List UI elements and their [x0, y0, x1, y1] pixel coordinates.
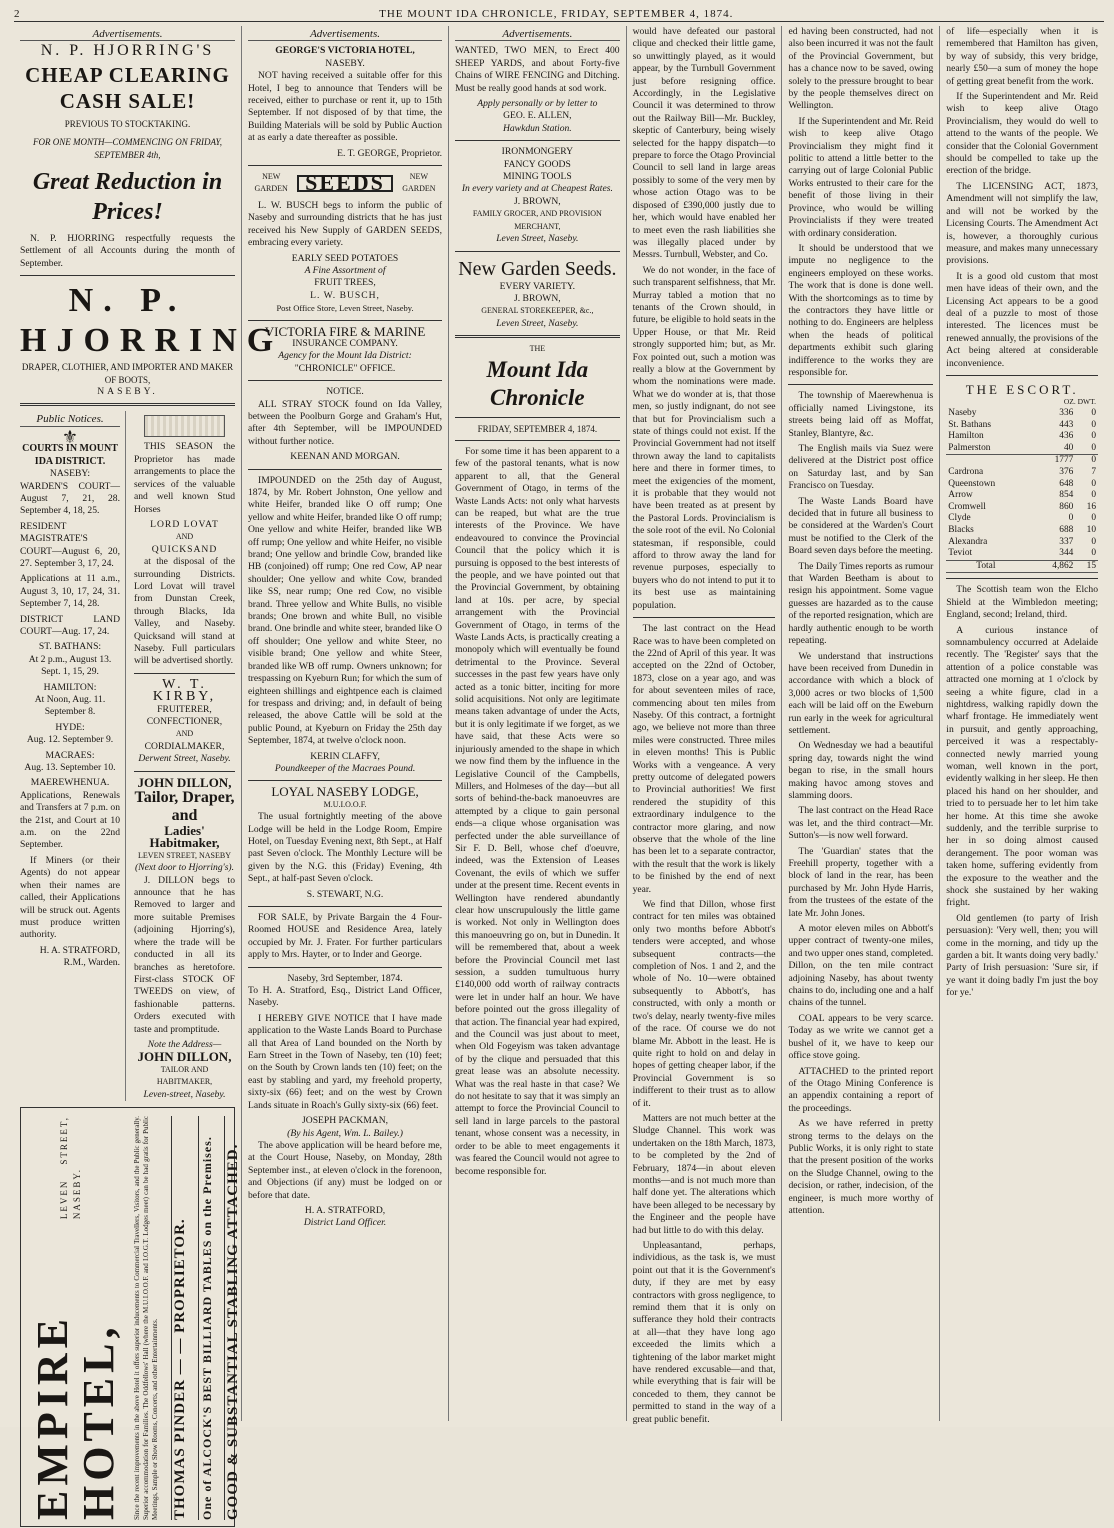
impounded-body: IMPOUNDED on the 25th day of August, 1874, by Mr. Robert Johnston, One yellow and white Heifer, branded like O off rump; One yellow and white Heifer, branded like O off rump; One yellow and white Heifer, branded like WB off rump; One yellow and white Heifer, no visible brand; One yellow and brindle Cow, branded like HB (conjoined) off rump; One red Cow, AP near shoulder; One yellow and white Cow, branded like SS, near rump; One red Cow, no visible brand. Three yellow and White Bulls, no visible brands; One brown and white Bull, no visible brand. One brindle and white steer, branded like O off shoulder; One yellow and white Steer, no visible brand; One yellow and white Steer, branded like WB off rump. Owners unknown; for trespassing on Kyeburn Run; for which the sum of eighteen shillings and eightpence each is claimed for trespass and driving; and, in default of being released, the above Cattle will be sold at the public Pound, at Kyeburn on Friday the 25th day September, 1874, at twelve o'clock noon.: [248, 474, 443, 747]
masthead-title: Mount Ida Chronicle: [486, 356, 589, 410]
section-heading: Advertisements.: [248, 28, 442, 41]
public-notices: [20, 411, 126, 1101]
clearing-sale-title: CHEAP CLEARING CASH SALE!: [25, 62, 230, 113]
sale-dates: FOR ONE MONTH—COMMENCING ON FRIDAY, SEPTEMBER 4th,: [33, 137, 222, 160]
escort-table: [946, 396, 1098, 573]
hyde-dates: Aug. 12. September 9.: [26, 734, 114, 746]
macraes-dates: Aug. 13. September 10.: [24, 762, 116, 774]
iron-line3: MINING TOOLS: [503, 171, 572, 183]
col6-para-6: A curious instance of somnambulency occurred at Adelaide recently. The 'Register' says that the attention of a police constable was attracted one morning at 1 o'clock by seeing a white figure, clad in a nightdress, walking rapidly down the wharf frontage. He immediately went in pursuit, and gently approaching, perceived it was a respectably-connected newly married young woman, well known in the port, evidently walking in her sleep. He then placed his hand on her shoulder, and tried to to persuade her to let him take her home. At this time she awoke suddenly, and the terrible surprise to her in so doing almost caused derangement. The poor woman was taken home, suffering evidently from the exposure to the weather and the shock she sustained by her waking fright.: [946, 624, 1099, 909]
impounded-signed: KERIN CLAFFY,: [310, 750, 380, 762]
dillon-near: (Next door to Hjorring's).: [134, 862, 235, 874]
table-row: Queenstown 648 0: [948, 478, 1097, 489]
news-item: The 'Guardian' states that the Freehill property, together with a block of land in the rear, has been purchased by Mr. John Hyde Harris, from the trustees of the estate of the late Mr. John Jones.: [788, 845, 934, 919]
busch-signed: L. W. BUSCH,: [310, 289, 380, 301]
george-title: GEORGE'S VICTORIA HOTEL,: [275, 45, 415, 57]
news-item: The Daily Times reports as rumour that Warden Beetham is about to resign his appointment. Some vague guesses are hazarded as to the cause of the reported resignation, which are hardly authentic enough to be worth repeating.: [788, 560, 934, 647]
empire-proprietor: THOMAS PINDER — — PROPRIETOR.: [171, 1116, 186, 1520]
article-para-5: Matters are not much better at the Sludge Channel. This work was undertaken on the 18th March, 1873, to be completed by the 2nd of February, 1874—in about eleven months—and is not much more than half done yet. The alterations which have been alleged to be necessary by the Engineer and the people have had but little to do with this delay.: [632, 1112, 776, 1236]
news-item: The English mails via Suez were delivered at the District post office on Saturday last, and by San Francisco on Tuesday.: [788, 443, 934, 492]
garden-seeds-title: New Garden Seeds.: [458, 257, 617, 280]
kirby-trade: FRUITERER, CONFECTIONER,: [146, 703, 223, 727]
garden-addr: Leven Street, Naseby.: [496, 317, 579, 329]
dillon-trade3: TAILOR AND HABITMAKER,: [156, 1064, 213, 1087]
table-row: Cardrona 376 7: [948, 466, 1097, 477]
news-item: On Wednesday we had a beautiful spring day, towards night the wind began to rise, in the small hours making havoc among stoves and slamming doors.: [788, 740, 934, 801]
masthead-the: THE: [529, 344, 546, 354]
news-item: The township of Maerewhenua is officially named Livingstone, its streets being laid off as Moffat, Stanley, Blantyre, &c.: [788, 390, 934, 439]
news-item: A motor eleven miles on Abbott's upper contract of twenty-one miles, and two upper ones stand, completed. Dillon, on the ten mile contract adjoining Naseby, has about twenty chains to do, including one and a half chains of the tunnel.: [788, 923, 934, 1009]
table-row: Arrow 854 0: [948, 490, 1097, 501]
iron-line1: IRONMONGERY: [501, 146, 574, 158]
stud-intro: THIS SEASON the Proprietor has made arrangements to place the services of the valuable and well known Stud Horses: [134, 441, 235, 515]
victoria-title: VICTORIA FIRE & MARINE: [264, 323, 426, 339]
suitors-note: If Miners (or their Agents) do not appear when their names are called, their Applications will be struck out. Agents must produce written authority.: [20, 854, 120, 941]
table-row: Cromwell 860 16: [948, 501, 1097, 512]
col6-para-5: The Scottish team won the Elcho Shield at the Wimbledon meeting; England, second; Ireland, third.: [946, 584, 1099, 621]
news-item: As we have referred in pretty strong terms to the delays on the Public Works, it is only right to state that the present position of the works on the Sludge Channel, owing to the decision, or rather, indecision, of the engineer, is much more worthy of attention.: [788, 1118, 934, 1216]
george-signed: E. T. GEORGE, Proprietor.: [337, 147, 443, 159]
hyde-heading: HYDE:: [55, 721, 85, 733]
resident-court: RESIDENT MAGISTRATE'S COURT—August 6, 20, 27. September 3, 17, 24.: [20, 520, 120, 569]
packman-dated: Naseby, 3rd September, 1874.: [287, 972, 403, 984]
table-row: 1777 0: [946, 455, 1098, 467]
column-6: [940, 26, 1104, 1421]
article-cont-2: If the Superintendent and Mr. Reid wish to keep alive Otago Provincialism they might find it politic to attend a little better to the carrying out of large Colonial Public Works entrusted to their care for the benefit of those living in their Province, who would be willing Provincialists if they were treated with ordinary consideration.: [788, 115, 934, 239]
forsale-body: FOR SALE, by Private Bargain the 4 Four-Roomed HOUSE and Residence Area, lately occupied by Mr. J. Frater. For further particulars apply to Mrs. Hayter, or to Inder and George.: [248, 912, 443, 961]
dillon-street: LEVEN STREET, NASEBY: [138, 850, 231, 860]
public-notices-heading: Public Notices.: [20, 413, 120, 426]
hamilton-dates: At Noon, Aug. 11. September 8.: [34, 694, 106, 718]
wanted-apply: Apply personally or by letter to: [477, 98, 598, 110]
col1-right-ads: [134, 411, 235, 1101]
seeds-new-right: NEW GARDEN: [402, 172, 436, 194]
victoria-agency: Agency for the Mount Ida District:: [278, 350, 412, 362]
article-para-6: Unpleasantand, perhaps, individious, as the task is, we must point out that it is the Government's duty, if they are met by easy contractors with gross negligence, to remind them that it is only on sufferance they hold their contracts at all—that they have long ago exceeded the limits which a tightening of the labor market might have rendered excusable—and that, while everything that is fair will be conceded to them, they cannot be permitted to stand in the way of a great public benefit.: [632, 1240, 776, 1425]
table-row: Clyde 0 0: [948, 513, 1097, 524]
horse-engraving: [144, 415, 225, 437]
george-town: NASEBY.: [325, 57, 365, 69]
hjorring-name: N. P. HJORRING'S: [40, 42, 215, 60]
hjorring-trade: DRAPER, CLOTHIER, AND IMPORTER AND MAKER OF BOOTS,: [21, 362, 234, 385]
courts-heading: COURTS IN MOUNT IDA DISTRICT.: [22, 443, 118, 467]
lodge-sub: M.U.I.O.O.F.: [323, 799, 367, 809]
victoria-sub: INSURANCE COMPANY.: [292, 337, 398, 349]
garden-role: GENERAL STOREKEEPER, &c.,: [481, 306, 594, 316]
dillon-street2: Leven-street, Naseby.: [143, 1088, 226, 1100]
col6-para-3: The LICENSING ACT, 1873, Amendment will not simplify the law, and will not be worked by the Licensing Courts. The Amendment Act is, however, a thoroughly curious measure, and makes many unnecessary provisions.: [946, 180, 1099, 267]
section-heading: Advertisements.: [20, 28, 235, 41]
escort-total-row: Total 4,862 15: [946, 560, 1098, 573]
wanted-signed: GEO. E. ALLEN,: [503, 110, 572, 122]
dillon-note: Note the Address—: [147, 1038, 222, 1050]
horse-lord-lovat: LORD LOVAT: [150, 518, 219, 530]
george-body: NOT having received a suitable offer for this Hotel, I beg to announce that Tenders will be received, either to purchase or rent it, up to 15th September. If not disposed of by that time, the Building Materials will be sold by Public Auction at as early a date thereafter as possible.: [248, 70, 443, 144]
settlement-notice: N. P. HJORRING respectfully requests the Settlement of all Accounts during the month of September.: [20, 233, 235, 269]
kirby-and: AND: [175, 729, 194, 739]
escort-units: OZ. DWT.: [1063, 397, 1097, 407]
table-row: Hamilton 436 0: [948, 431, 1097, 442]
previous-note: PREVIOUS TO STOCKTAKING.: [64, 118, 191, 129]
news-item: ATTACHED to the printed report of the Otago Mining Conference is an appendix containing a report of the proceedings.: [788, 1065, 934, 1114]
kirby-name: W. T. KIRBY,: [152, 676, 217, 705]
column-4: [627, 26, 783, 1425]
col6-para-4: It is a good old custom that most men have ideas of their own, and the Licensing Act appears to be a good deal of a puzzle to most of those interested. The licences must be renewed annually, the provisions of the Act being altered at considerable inconvenience.: [946, 270, 1099, 369]
wanted-body: WANTED, TWO MEN, to Erect 400 SHEEP YARDS, and about Forty-five Chains of WIRE FENCING and Ditching. Must be really good hands at sod work.: [455, 45, 620, 94]
fruit-trees: FRUIT TREES,: [314, 277, 376, 289]
warden-signature: H. A. STRATFORD, R.M., Warden.: [39, 944, 120, 969]
article-para-1: would have defeated our pastoral clique and checked their little game, so unwittingly played, as it would appear, by the Turnbull Government just before resigning office. Accordingly, in the Legislative Council it was determined to throw out the Railway Bill—Mr. Buckley, skeptic of Canterbury, being wisely selected for the happy dispatch—to prepare to force the Otago Provincial Council to sell land in large areas possibly to some of the very men by whose action Otago was to be disposed of £390,000 justly due to her, which would have enabled her to meet even the rash liabilities she was illegally placed under by Messrs. Turnbull, Webster, and Co.: [632, 26, 776, 261]
garden-sub: EVERY VARIETY.: [499, 280, 576, 292]
busch-addr: Post Office Store, Leven Street, Naseby.: [276, 303, 414, 314]
article-para-4: We find that Dillon, whose first contract for ten miles was obtained only two months before Abbott's tenders were accepted, and whose subsequent contracts—the completion of Nos. 1 and 2, and the whole of No. 10—were obtained subsequently to Abbott's, has constructed, with only a month or two's delay, nearly twenty-five miles of the race. Of course we do not blame Mr. Abbott in the least. He is quite right to hold on and delay in hopes of getting cheaper labor, if the Provincial Government is so indifferent to their trust as to allow of it.: [632, 899, 776, 1109]
lodge-title: LOYAL NASEBY LODGE,: [271, 784, 419, 800]
news-item: The Waste Lands Board have decided that in future all business to be considered at the Warden's Court must be notified to the Clerk of the Board seven days before the meeting.: [788, 495, 934, 557]
table-row: St. Bathans 443 0: [948, 419, 1097, 430]
news-item: We understand that instructions have been received from Dunedin in accordance with which a block of 3,000 acres or two blocks of 1,500 each will be laid off on the Eweburn run early in the week for agricultural settlement.: [788, 650, 934, 736]
packman-body: I HEREBY GIVE NOTICE that I have made application to the Waste Lands Board to Purchase all that Area of Land bounded on the North by Earn Street in the Town of Naseby, ten (10) feet; on the South by Crown lands ten (10) feet; on the east by stabling and yard, my freehold property, sixty-six (66) feet; and on the west by Crown Lands situate in Roach's Gully sixty-six (66) feet.: [248, 1012, 443, 1111]
hjorring-town: NASEBY.: [97, 386, 158, 398]
seeds-body: L. W. BUSCH begs to inform the public of Naseby and surrounding districts that he has just received his New Supply of GARDEN SEEDS, embracing every variety.: [248, 199, 443, 249]
columns: [14, 26, 1104, 1520]
maerewhenua-heading: MAEREWHENUA.: [30, 777, 110, 789]
royal-arms-icon: ⚜: [61, 426, 79, 447]
escort-title: THE ESCORT.: [965, 381, 1079, 397]
empire-stabling: GOOD & SUBSTANTIAL STABLING ATTACHED.: [224, 1116, 239, 1520]
seeds-word: SEEDS: [297, 175, 393, 191]
masthead-date: FRIDAY, SEPTEMBER 4, 1874.: [477, 423, 598, 434]
kirby-trade2: CORDIALMAKER,: [144, 740, 225, 752]
col6-para-7: Old gentlemen (to party of Irish persuasion): 'Very well, then; you will come in the morning, and tidy up the garden a bit. It wants doing very badly.' Party of Irish persuasion: 'Sure sir, if ye want it doing badly I'm just the boy for ye.': [946, 912, 1099, 999]
column-5: [782, 26, 940, 1421]
iron-signed: J. BROWN,: [514, 195, 561, 207]
seeds-banner: [248, 171, 442, 196]
iron-addr: Leven Street, Naseby.: [496, 233, 579, 245]
naseby-heading: NASEBY:: [49, 468, 91, 480]
kirby-address: Derwent Street, Naseby.: [138, 753, 231, 765]
dillon-body: J. DILLON begs to announce that he has Removed to larger and more suitable Premises (adjoining Hjorring's), where the trade will be conducted in all its branches as heretofore. First-class STOCK OF TWEEDS on view, of fashionable patterns. Orders executed with taste and promptitude.: [134, 874, 235, 1035]
packman-officer: H. A. STRATFORD,: [304, 1204, 386, 1216]
table-row: Alexandra 337 0: [948, 536, 1097, 547]
lodge-signed: S. STEWART, N.G.: [306, 888, 384, 900]
stud-body: at the disposal of the surrounding Districts. Lord Lovat will travel from Dunstan Creek, through Blacks, Ida Valley, and Naseby. Quicksand will stand at Naseby. Full particulars will be advertised shortly.: [134, 556, 235, 667]
lodge-body: The usual fortnightly meeting of the above Lodge will be held in the Lodge Room, Empire Hotel, on Tuesday Evening next, 8th Sept., at Half past Seven o'clock. The Monthly Lecture will be given by the N.G. this (Friday) Evening, 4th Sept., at half-past Seven o'clock.: [248, 811, 443, 885]
dillon-trade: Tailor, Draper, and: [134, 789, 235, 825]
dillon-name: JOHN DILLON,: [137, 774, 232, 790]
article-para-2: We do not wonder, in the face of such transparent selfishness, that Mr. Murray tabled a motion that no tenants of the Crown should, in future, be eligible to hold seats in the Upper House, or that Mr. Reid strongly supported him; but, as Mr. Fox pointed out, such a motion was really a blow at the Government by whom the nominations were made. What we do wonder at is, that those men, so justly indignant, do not see that but for Provincialism such a state of things could not exist. If the Provincial Government had not itself thrown away the land to capitalists here and there in former times, to meet the exigencies of the moment, it is probable that they would not have been treated as at present by the Pastoral Lords. Provincialism is the sole root of the evil. No Colonial statesman, if responsible, could afford to throw away the land for revenue purposes, especially to buyers who do not intend to put it to its best use as maintaining population.: [632, 264, 776, 611]
article-para-3: The last contract on the Head Race was to have been completed on the 22nd of April of this year. It was accepted on the 22nd of October, 1873, close on a year ago, and was for about seventeen miles of race, commencing about ten miles from Naseby. Of this contract, a fortnight ago, we believe not more than three miles were constructed. Three miles in eleven months! This is Public Works with a vengeance. A very pretty outcome of delegated powers to Provincial authorities! We first rendered the stupidity of this extraordinary indulgence to the contractor more glaring, and now observe that the whole of the line has been let to a separate contractor, with the result that the work is likely to be finished by the end of next year.: [632, 623, 776, 895]
hamilton-heading: HAMILTON:: [43, 681, 97, 693]
iron-line2: FANCY GOODS: [503, 158, 571, 170]
seeds-new-left: NEW GARDEN: [254, 172, 288, 194]
stray-signed: KEENAN AND MORGAN.: [290, 451, 400, 463]
dillon-name2: JOHN DILLON,: [137, 1049, 232, 1065]
packman-agent: (By his Agent, Wm. L. Bailey.): [287, 1127, 403, 1139]
column-3: [449, 26, 627, 1421]
empire-billiards: One of ALCOCK'S BEST BILLIARD TABLES on the Premises.: [198, 1116, 213, 1520]
stray-body: ALL STRAY STOCK found on Ida Valley, between the Poolburn Gorge and Graham's Hut, after 4th September, will be IMPOUNDED without further notice.: [248, 398, 443, 447]
applications: Applications at 11 a.m., August 3, 10, 17, 24, 31. September 7, 14, 28.: [20, 573, 120, 610]
fruit-assortment: A Fine Assortment of: [304, 264, 386, 276]
masthead-line: THE MOUNT IDA CHRONICLE, FRIDAY, SEPTEMBER 4, 1874.: [379, 7, 734, 20]
leader-article: For some time it has been apparent to a few of the pastoral tenants, what is now apparent to all, that the General Government of Otago, in terms of the Waste Lands Acts: not only what harvests can be reaped, but what are the true interests of the Province. We have endeavoured to convince the Provincial Council that the policy which it is pursuing is opposed to the best interests of the people, and we have pointed out that the Provincial Government, by obtaining land at 10s. per acre, by special arrangement with the Provincial Government of Otago, in terms of the Waste Lands Acts, is practically creating a monopoly which will eventually be found detrimental to the Province. Several successes in the past few years have only acted as a tonic bitter, inciting for more solid acquisitions. Not only are legitimate means taken advantage of under the Acts, but it is only legitimate if we forget, as we have said, that these Acts were so injuriously amended to the shape in which we now find them by the influence in the Legislative Council of the Campbells, Millers, and Holmeses of the day—but all sorts of behind-the-back manoeuvres are attempted by a clique to gain personal ends—a clique whose organisation was perfected under the able surveillance of Sir F. D. Bell, whose chef d'oeuvre, indeed, was the Extension of Leases Covenant, the evils of which we suffer under at the present time. Recent events in Wellington have rendered abundantly clear how unscrupulously the little game is worked. Not only in Wellington does this manoeuvring go on, but in Dunedin. It will be remembered that, about a week before the Provincial Council met last session, a sudden tumultuous hurry £140,000 odd worth of railway contracts were let in under half an hour. We have before pointed out the gross illegality of that action. The financial year had expired, and the Council was just about to meet, when Old Fogeyism was taken advantage of by the clique and persuaded that this great lease was an absolute necessity. What was the real haste in that case? We do not hesitate to say that it was simply an attempt to force the Provincial Council to sell land in large parcels to the pastoral tenant, whose consent was a necessity, in order to be able to meet engagements it was feared the Council would not agree to become responsible for.: [455, 445, 620, 1177]
col6-para-1: of life—especially when it is remembered that Hamilton has given, by way of subsidy, this very bridge, nearly £50—a sum of money the hope of getting great benefit from the work.: [946, 26, 1099, 87]
empire-hotel-advert: [20, 1107, 242, 1527]
packman-to: To H. A. Stratford, Esq., District Land Officer, Naseby.: [248, 985, 443, 1009]
article-cont-3: It should be understood that we impute no negligence to the engineers employed on these works. The work that is done is done well. With the shortcomings as to time by the contractors they have little or nothing to do. Engineers are helpless when the heads of political departments exhibit such glaring indifference to the works they are responsible for.: [788, 242, 934, 378]
news-item: COAL appears to be very scarce. Today as we write we cannot get a bushel of it, we have to keep our office stove going.: [788, 1012, 934, 1062]
garden-signed: J. BROWN,: [514, 292, 561, 304]
table-row: Naseby 336 0: [948, 407, 1097, 418]
page-number: 2: [14, 7, 21, 20]
wardens-court: WARDEN'S COURT—August 7, 21, 28. September 4, 18, 25.: [20, 480, 120, 517]
news-item: The last contract on the Head Race was let, and the third contract—Mr. Sutton's—is now well forward.: [788, 805, 934, 842]
empire-small: Since the recent improvements in the above Hotel it offers superior inducements to Commercial Travellers, Visitors, and the Public generally. Superior accommodation for Families. The Oddfellows' Hall (where the M.U.I.O.O.F. and I.O.G.T. Lodges meet) can be had gratis for Public Meetings, Sample or Show Rooms, Concerts, and other Entertainments.: [133, 1115, 160, 1520]
maerewhenua-text: Applications, Renewals and Transfers at 7 p.m. on the 21st, and Court at 10 a.m. on the 22nd September.: [20, 789, 120, 851]
col6-para-2: If the Superintendent and Mr. Reid wish to keep alive Otago Provincialism, they would do well to attend to the wants of the people. We consider that the Colonial Government should be compelled to take up the erection of the bridge.: [946, 91, 1099, 177]
empire-street: LEVEN STREET, NASEBY.: [59, 1115, 82, 1220]
table-row: Blacks 688 10: [948, 524, 1097, 535]
seed-potatoes: EARLY SEED POTATOES: [291, 252, 399, 264]
dillon-trade2: Ladies' Habitmaker,: [149, 823, 220, 851]
reduction-title: Great Reduction in Prices!: [32, 169, 223, 226]
packman-signed: JOSEPH PACKMAN,: [302, 1115, 389, 1127]
bathans-dates: At 2 p.m., August 13. Sept. 1, 15, 29.: [28, 653, 112, 678]
stray-notice-heading: NOTICE.: [326, 386, 364, 398]
impounded-role: Poundkeeper of the Macraes Pound.: [274, 762, 416, 774]
packman-hearing: The above application will be heard before me, at the Court House, Naseby, on Monday, 28th September inst., at eleven o'clock in the forenoon, and Objections (if any) must be lodged on or before that date.: [248, 1139, 443, 1201]
and-word: AND: [175, 532, 194, 542]
section-heading: Advertisements.: [455, 28, 620, 41]
wanted-station: Hawkdun Station.: [502, 122, 572, 134]
horse-quicksand: QUICKSAND: [151, 543, 218, 555]
land-court: DISTRICT LAND COURT—Aug. 17, 24.: [20, 613, 120, 637]
packman-officer2: District Land Officer.: [303, 1217, 387, 1229]
macraes-heading: MACRAES:: [45, 749, 95, 761]
iron-role: FAMILY GROCER, AND PROVISION MERCHANT,: [472, 209, 602, 231]
table-row: Teviot 344 0: [948, 548, 1097, 559]
victoria-office: "CHRONICLE" OFFICE.: [294, 362, 396, 374]
hjorring-banner: N. P. HJORRING: [20, 282, 284, 360]
page-header: [14, 6, 1104, 22]
article-cont-1: ed having been constructed, had not also been incurred it was not the fault of the Provincial Government, but has a chance now to be saved, owing solely to the pressure brought to bear by the people themselves direct on Wellington.: [788, 26, 934, 112]
empire-title: EMPIRE HOTEL,: [28, 1313, 124, 1520]
iron-body: In every variety and at Cheapest Rates.: [461, 183, 613, 195]
bathans-heading: ST. BATHANS:: [38, 641, 102, 653]
table-row: Palmerston 40 0: [948, 442, 1097, 453]
column-2: [242, 26, 449, 1421]
